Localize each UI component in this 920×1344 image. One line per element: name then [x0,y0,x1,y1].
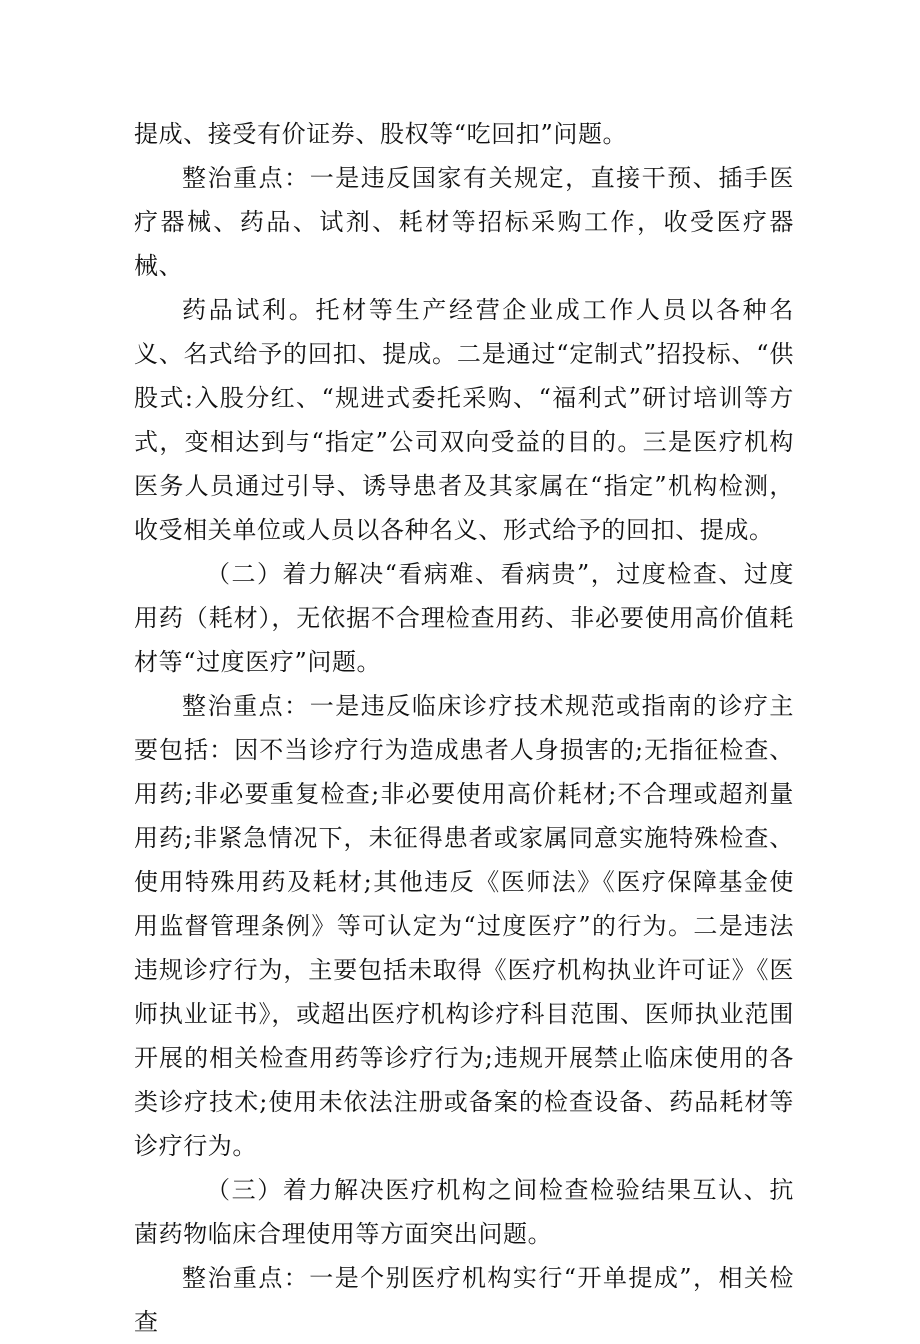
paragraph-focus-kickback-detail: 药品试利。托材等生产经营企业成工作人员以各种名义、名式给予的回扣、提成。二是通过“定制式”招投标、“供股式:入股分红、“规进式委托采购、“福利式”研讨培训等方式，变相达到与“指定”公司双向受益的目的。三是医疗机构医务人员通过引导、诱导患者及其家属在“指定”机构检测，收受相关单位或人员以各种名义、形式给予的回扣、提成。 [134,296,794,544]
section-heading-two: （二）着力解决“看病难、看病贵”，过度检查、过度用药（耗材），无依据不合理检查用药、非必要使用高价值耗材等“过度医疗”问题。 [134,560,794,676]
document-body [134,112,794,1344]
paragraph-focus-procurement: 整治重点：一是违反国家有关规定，直接干预、插手医疗器械、药品、试剂、耗材等招标采购工作，收受医疗器械、 [134,164,794,280]
section-heading-three: （三）着力解决医疗机构之间检查检验结果互认、抗菌药物临床合理使用等方面突出问题。 [134,1176,794,1248]
paragraph-focus-overtreatment: 整治重点：一是违反临床诊疗技术规范或指南的诊疗主要包括：因不当诊疗行为造成患者人身损害的;无指征检查、用药;非必要重复检查;非必要使用高价耗材;不合理或超剂量用药;非紧急情况下，未征得患者或家属同意实施特殊检查、使用特殊用药及耗材;其他违反《医师法》《医疗保障基金使用监督管理条例》等可认定为“过度医疗”的行为。二是违法违规诊疗行为，主要包括未取得《医疗机构执业许可证》《医师执业证书》，或超出医疗机构诊疗科目范围、医师执业范围开展的相关检查用药等诊疗行为;违规开展禁止临床使用的各类诊疗技术;使用未依法注册或备案的检查设备、药品耗材等诊疗行为。 [134,692,794,1160]
paragraph-continuation-kickback: 提成、接受有价证券、股权等“吃回扣”问题。 [134,120,628,148]
paragraph-focus-prescription-commission: 整治重点：一是个别医疗机构实行“开单提成”，相关检查 [134,1264,794,1336]
